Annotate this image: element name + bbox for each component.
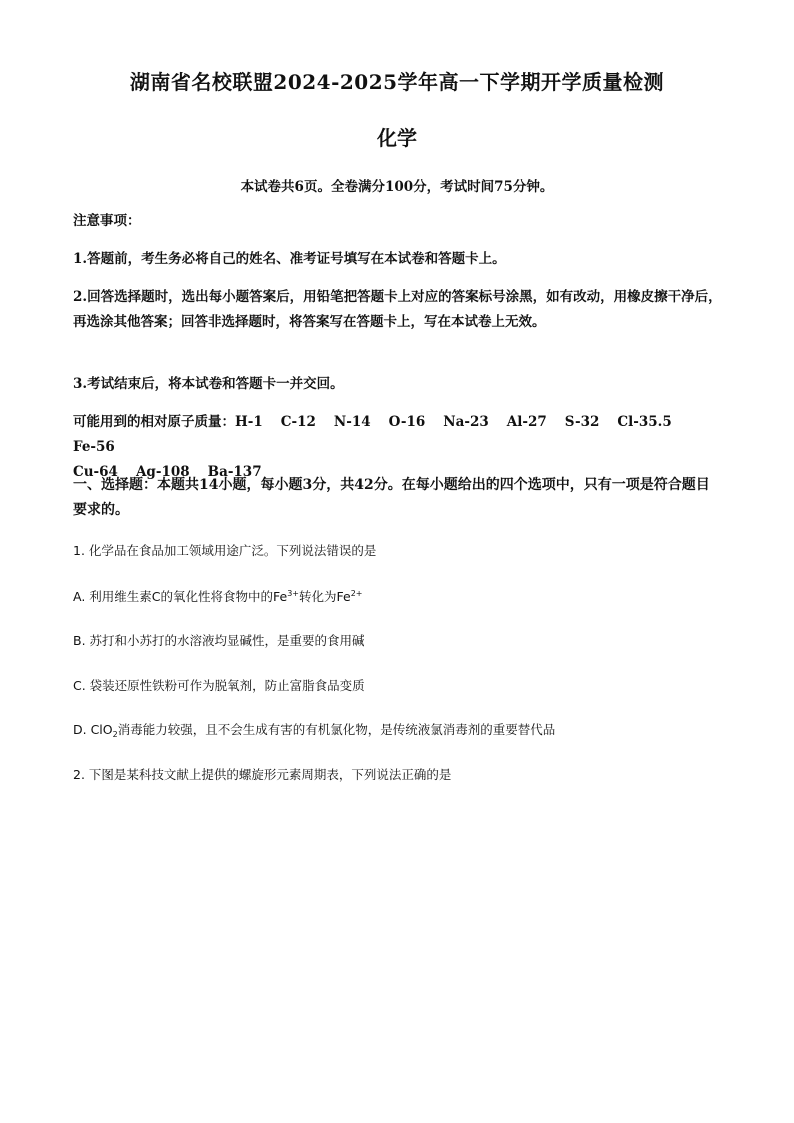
question-1-option-b: B. 苏打和小苏打的水溶液均显碱性，是重要的食用碱 <box>73 633 365 648</box>
option-a-text: 转化为Fe <box>299 589 351 604</box>
note-item-3: 3.考试结束后，将本试卷和答题卡一并交回。 <box>73 376 344 392</box>
mass-item: Ba-137 <box>207 464 262 480</box>
option-d-text: 消毒能力较强，且不会生成有害的有机氯化物，是传统液氯消毒剂的重要替代品 <box>117 722 556 737</box>
note-item-1: 1.答题前，考生务必将自己的姓名、准考证号填写在本试卷和答题卡上。 <box>73 251 506 267</box>
mass-item: Cl-35.5 <box>617 414 672 430</box>
mass-item: Na-23 <box>443 414 489 430</box>
atomic-masses-label: 可能用到的相对原子质量： <box>73 414 235 430</box>
mass-item: N-14 <box>333 414 371 430</box>
mass-item: Ag-108 <box>135 464 190 480</box>
option-a-text: A. 利用维生素C的氧化性将食物中的Fe <box>73 589 288 604</box>
question-1-option-d <box>73 717 723 742</box>
mass-item: Fe-56 <box>73 439 115 455</box>
mass-item: Al-27 <box>506 414 547 430</box>
mass-item: O-16 <box>388 414 426 430</box>
mass-item: S-32 <box>564 414 600 430</box>
subject-title: 化学 <box>377 126 417 150</box>
mass-item: Cu-64 <box>73 464 118 480</box>
formula-subscript: 2 <box>112 730 118 739</box>
charge-superscript: 3+ <box>287 589 300 598</box>
mass-item: C-12 <box>280 414 316 430</box>
page-title: 湖南省名校联盟2024-2025学年高一下学期开学质量检测 <box>129 70 665 94</box>
question-1-option-c: C. 袋装还原性铁粉可作为脱氧剂，防止富脂食品变质 <box>73 678 365 693</box>
note-item-2: 2.回答选择题时，选出每小题答案后，用铅笔把答题卡上对应的答案标号涂黑，如有改动，用橡皮擦干净后，再选涂其他答案；回答非选择题时，将答案写在答题卡上，写在本试卷上无效。 <box>73 289 722 330</box>
question-2-stem: 2. 下图是某科技文献上提供的螺旋形元素周期表，下列说法正确的是 <box>73 767 452 782</box>
notes-heading: 注意事项： <box>73 213 141 229</box>
section-1-heading: 一、选择题：本题共14小题，每小题3分，共42分。在每小题给出的四个选项中，只有一项是符合题目要求的。 <box>73 477 710 518</box>
question-1-stem: 1. 化学品在食品加工领域用途广泛。下列说法错误的是 <box>73 543 377 558</box>
charge-superscript: 2+ <box>350 589 363 598</box>
exam-info: 本试卷共6页。全卷满分100分，考试时间75分钟。 <box>240 179 554 195</box>
mass-item: H-1 <box>235 414 263 430</box>
option-d-text: D. ClO <box>73 722 113 737</box>
question-1-option-a <box>73 584 723 609</box>
